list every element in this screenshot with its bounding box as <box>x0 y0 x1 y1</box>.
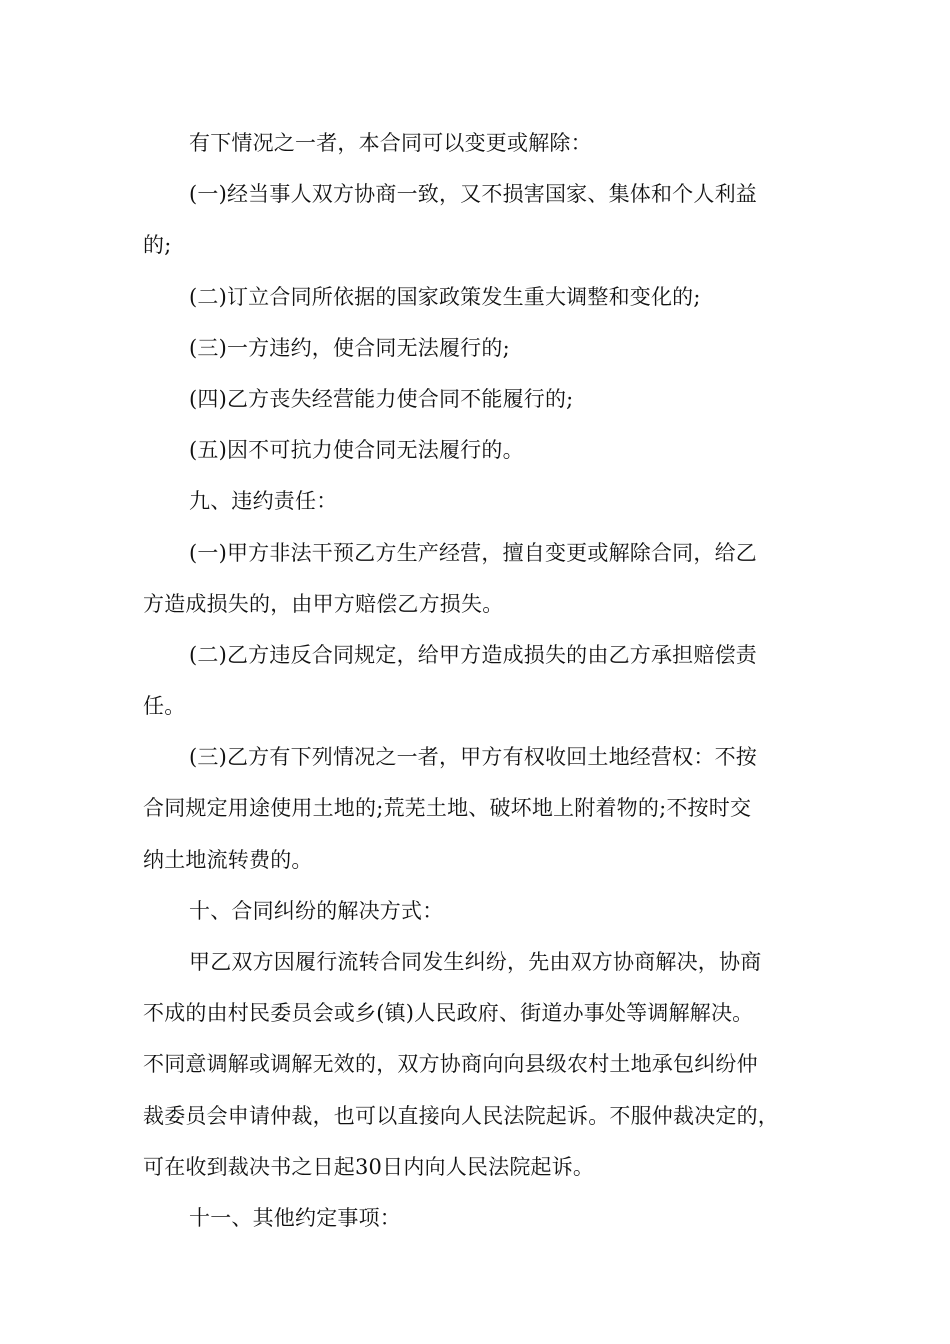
text-line: 甲乙双方因履行流转合同发生纠纷，先由双方协商解决，协商 <box>189 950 762 974</box>
text-line: 有下情况之一者，本合同可以变更或解除： <box>189 131 592 155</box>
text-line: (二)订立合同所依据的国家政策发生重大调整和变化的; <box>189 284 701 309</box>
text-line: (二)乙方违反合同规定，给甲方造成损失的由乙方承担赔偿责 <box>189 642 757 667</box>
text-line: (三)乙方有下列情况之一者，甲方有权收回土地经营权：不按 <box>189 745 757 770</box>
section-heading: 十一、其他约定事项： <box>189 1205 401 1230</box>
section-heading: 十、合同纠纷的解决方式： <box>189 898 444 923</box>
text-line: (三)一方违约，使合同无法履行的; <box>189 335 510 360</box>
text-line: 可在收到裁决书之日起30日内向人民法院起诉。 <box>143 1154 595 1179</box>
text-line: 纳土地流转费的。 <box>143 847 313 872</box>
text-line: (五)因不可抗力使合同无法履行的。 <box>189 438 524 463</box>
text-line: 任。 <box>143 694 186 719</box>
text-line: (一)甲方非法干预乙方生产经营，擅自变更或解除合同，给乙 <box>189 540 757 565</box>
text-line: (四)乙方丧失经营能力使合同不能履行的; <box>189 386 574 411</box>
text-line: (一)经当事人双方协商一致，又不损害国家、集体和个人利益 <box>189 182 757 207</box>
text-line: 不成的由村民委员会或乡(镇)人民政府、街道办事处等调解解决。 <box>143 1001 754 1026</box>
text-line: 不同意调解或调解无效的，双方协商向向县级农村土地承包纠纷仲 <box>143 1052 758 1077</box>
text-line: 裁委员会申请仲裁，也可以直接向人民法院起诉。不服仲裁决定的， <box>143 1103 779 1128</box>
text-line: 合同规定用途使用土地的;荒芜土地、破坏地上附着物的;不按时交 <box>143 796 752 821</box>
text-line: 的; <box>143 233 172 258</box>
section-heading: 九、违约责任： <box>189 489 338 514</box>
document-body <box>143 131 833 1257</box>
text-line: 方造成损失的，由甲方赔偿乙方损失。 <box>143 591 504 616</box>
